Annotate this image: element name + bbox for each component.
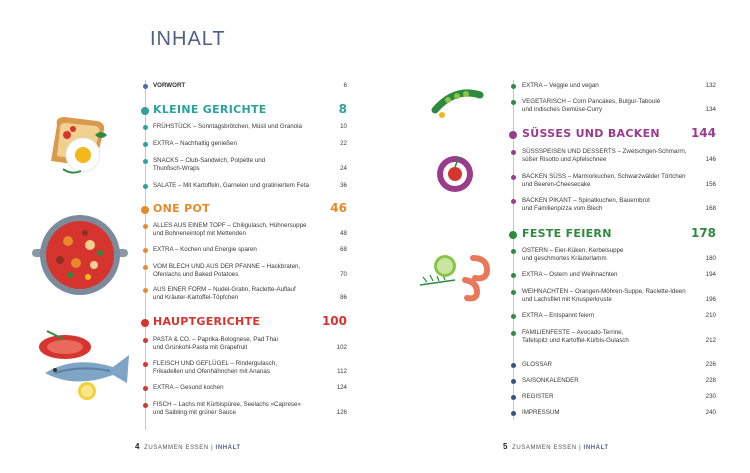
steak-fish-illustration: [25, 325, 145, 415]
toc-entry[interactable]: EXTRA – Ostern und Weihnachten: [522, 271, 618, 278]
toc-entry[interactable]: FAMILIENFESTE – Avocado-Terrine, Tafelspitz und Kartoffel-Kürbis-Gulasch: [522, 329, 629, 345]
page-number: 180: [705, 255, 716, 262]
bullet: [143, 288, 148, 293]
toast-egg-illustration: [45, 115, 115, 180]
bullet: [511, 379, 516, 384]
page-number: 126: [336, 409, 347, 416]
section-heading-kleine-gerichte[interactable]: KLEINE GERICHTE: [153, 103, 267, 116]
page-number: 230: [705, 393, 716, 400]
page-number: 196: [705, 296, 716, 303]
bullet: [143, 84, 148, 89]
toc-entry-saisonkalender[interactable]: SAISONKALENDER: [522, 377, 579, 384]
page-number: 86: [340, 294, 347, 301]
bullet: [511, 395, 516, 400]
toc-entry[interactable]: SALATE – Mit Kartoffeln, Garnelen und gratiniertem Feta: [153, 182, 309, 189]
page-number: 48: [340, 230, 347, 237]
bullet: [511, 100, 516, 105]
section-heading-feste-feiern[interactable]: FESTE FEIERN: [522, 227, 612, 240]
page-number: 124: [336, 384, 347, 391]
toc-entry[interactable]: SÜSSSPEISEN UND DESSERTS – Zwetschgen-Schmarrn, süßer Risotto und Apfelschnee: [522, 148, 687, 164]
page-number: 102: [336, 344, 347, 351]
toc-entry[interactable]: SNACKS – Club-Sandwich, Polpette und Thunfisch-Wraps: [153, 157, 266, 173]
page-number: 156: [705, 181, 716, 188]
bullet: [511, 199, 516, 204]
peas-illustration: [430, 85, 485, 120]
page-number: 146: [705, 156, 716, 163]
section-heading-one-pot[interactable]: ONE POT: [153, 202, 210, 215]
page-number: 194: [705, 271, 716, 278]
page-number: 22: [340, 140, 347, 147]
bullet: [511, 290, 516, 295]
bullet: [511, 314, 516, 319]
bullet: [511, 411, 516, 416]
shrimp-lime-illustration: [415, 250, 500, 305]
page-number: 68: [340, 246, 347, 253]
toc-entry[interactable]: VOM BLECH UND AUS DER PFANNE – Hackbraten, Ofenlachs und Baked Potatoes: [153, 263, 301, 279]
toc-entry[interactable]: EXTRA – Entspannt feiern: [522, 312, 595, 319]
section-heading-hauptgerichte[interactable]: HAUPTGERICHTE: [153, 315, 261, 328]
pot-stew-illustration: [30, 205, 130, 305]
section-heading-suesses-und-backen[interactable]: SÜSSES UND BACKEN: [522, 127, 660, 140]
toc-entry[interactable]: BACKEN SÜSS – Marmorkuchen, Schwarzwälder Törtchen und Beeren-Cheesecake: [522, 173, 686, 189]
toc-entry[interactable]: OSTERN – Eier-Küken, Kerbelsuppe und geschmortes Kräuterlamm: [522, 247, 624, 263]
page-number: 24: [340, 165, 347, 172]
bullet: [143, 248, 148, 253]
page-number: 228: [705, 377, 716, 384]
toc-entry-glossar[interactable]: GLOSSAR: [522, 361, 552, 368]
page-footer-right: 5 ZUSAMMEN ESSEN | INHALT: [503, 442, 609, 451]
section-page: 144: [690, 126, 716, 140]
toc-entry[interactable]: FISCH – Lachs mit Kürbispüree, Seelachs »Caprese« und Saibling mit grüner Sauce: [153, 401, 301, 417]
page-number: 240: [705, 409, 716, 416]
toc-entry[interactable]: EXTRA – Nachhaltig genießen: [153, 140, 237, 147]
toc-entry[interactable]: VEGETARISCH – Corn Pancakes, Bulgur-Taboulé und indisches Gemüse-Curry: [522, 98, 661, 114]
toc-entry-vorwort[interactable]: VORWORT: [153, 82, 186, 89]
left-divider-line: [145, 80, 146, 430]
page-number: 10: [340, 123, 347, 130]
toc-entry[interactable]: WEIHNACHTEN – Orangen-Möhren-Suppe, Raclette-Ideen und Lachsfilet mit Knusperkruste: [522, 288, 686, 304]
section-bullet: [509, 131, 517, 139]
page-number: 134: [705, 106, 716, 113]
page-number: 70: [340, 271, 347, 278]
page-number: 168: [705, 205, 716, 212]
page-number: 212: [705, 337, 716, 344]
section-bullet: [141, 206, 149, 214]
bullet: [143, 125, 148, 130]
section-bullet: [509, 231, 517, 239]
page-number: 36: [340, 182, 347, 189]
bullet: [511, 331, 516, 336]
bullet: [143, 184, 148, 189]
cherry-cake-illustration: [430, 150, 480, 195]
bullet: [511, 363, 516, 368]
toc-entry-impressum[interactable]: IMPRESSUM: [522, 409, 560, 416]
bullet: [511, 150, 516, 155]
toc-entry[interactable]: BACKEN PIKANT – Spinatkuchen, Bauernbrot und Familienpizza vom Blech: [522, 197, 650, 213]
section-page: 46: [330, 201, 347, 215]
bullet: [511, 175, 516, 180]
section-page: 8: [338, 102, 347, 116]
toc-entry[interactable]: PASTA & CO. – Paprika-Bolognese, Pad Thai und Grünkohl-Pasta mit Grapefruit: [153, 336, 278, 352]
toc-entry[interactable]: FLEISCH UND GEFLÜGEL – Rindergulasch, Frikadellen und Ofenhähnchen mit Ananas: [153, 360, 277, 376]
toc-entry[interactable]: AUS EINER FORM – Nudel-Gratin, Raclette-Auflauf und Kräuter-Kartoffel-Töpfchen: [153, 286, 296, 302]
page-number: 112: [337, 368, 347, 375]
section-bullet: [141, 107, 149, 115]
toc-entry[interactable]: EXTRA – Kochen und Energie sparen: [153, 246, 257, 253]
page-number: 226: [705, 361, 716, 368]
page-footer-left: 4 ZUSAMMEN ESSEN | INHALT: [135, 442, 241, 451]
bullet: [143, 224, 148, 229]
page-number: 132: [705, 82, 716, 89]
toc-entry[interactable]: EXTRA – Gesund kochen: [153, 384, 224, 391]
bullet: [511, 249, 516, 254]
page-title: INHALT: [150, 28, 226, 50]
section-page: 178: [690, 226, 716, 240]
bullet: [511, 84, 516, 89]
toc-entry[interactable]: FRÜHSTÜCK – Sonntagsbrötchen, Müsli und Granola: [153, 123, 302, 130]
toc-entry[interactable]: ALLES AUS EINEM TOPF – Chiligulasch, Hühnersuppe und Bohneneintopf mit Mettenden: [153, 222, 307, 238]
page-number: 6: [343, 82, 347, 89]
page-number: 210: [705, 312, 716, 319]
bullet: [511, 273, 516, 278]
section-page: 100: [321, 314, 347, 328]
toc-entry[interactable]: EXTRA – Veggie und vegan: [522, 82, 599, 89]
bullet: [143, 159, 148, 164]
bullet: [143, 142, 148, 147]
toc-entry-register[interactable]: REGISTER: [522, 393, 554, 400]
bullet: [143, 265, 148, 270]
